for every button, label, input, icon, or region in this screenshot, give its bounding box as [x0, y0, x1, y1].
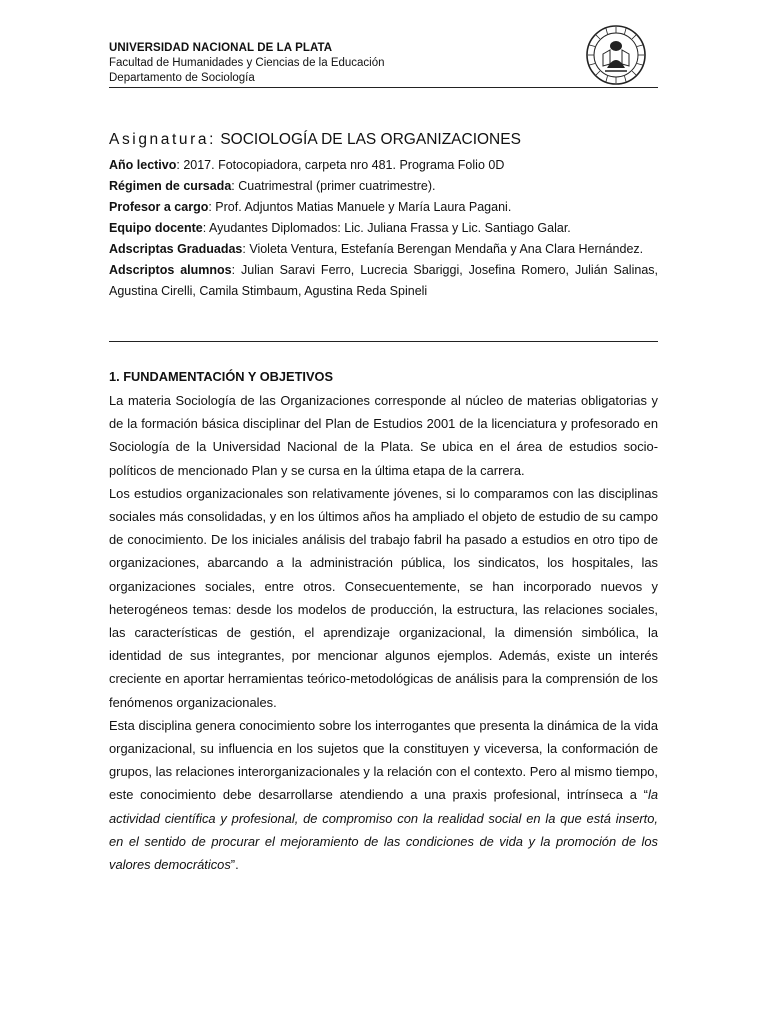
field-value: : Violeta Ventura, Estefanía Berengan Mendaña y Ana Clara Hernández.: [242, 242, 644, 256]
field-profesor: [109, 197, 658, 218]
field-label: Régimen de cursada: [109, 179, 232, 193]
field-label: Equipo docente: [109, 221, 203, 235]
field-label: Profesor a cargo: [109, 200, 209, 214]
paragraph-3: [109, 714, 658, 876]
paragraph-1: La materia Sociología de las Organizaciones corresponde al núcleo de materias obligatorias y de la formación básica disciplinar del Plan de Estudios 2001 de la licenciatura y profesorado en Sociología de la Universidad Nacional de la Plata. Se ubica en el área de estudios socio-políticos de mencionado Plan y se cursa en la última etapa de la carrera.: [109, 393, 658, 478]
field-ano-lectivo: [109, 155, 658, 176]
department-name: Departamento de Sociología: [109, 72, 255, 84]
section-body: [109, 389, 658, 876]
page-header: [109, 41, 661, 86]
field-value: : 2017. Fotocopiadora, carpeta nro 481. Programa Folio 0D: [176, 158, 505, 172]
university-name: UNIVERSIDAD NACIONAL DE LA PLATA: [109, 42, 333, 54]
field-value: : Cuatrimestral (primer cuatrimestre).: [231, 179, 436, 193]
field-value: : Prof. Adjuntos Matias Manuele y María Laura Pagani.: [208, 200, 512, 214]
paragraph-2: Los estudios organizacionales son relativamente jóvenes, si lo comparamos con las disciplinas sociales más consolidadas, y en los últimos años ha ampliado el objeto de estudio de su campo de conocimiento. De los iniciales análisis del trabajo fabril ha pasado a estudios en otro tipo de organizaciones, abarcando a la administración pública, los sindicatos, los hospitales, las organizaciones sociales, entre otros. Consecuentemente, se han incorporado nuevos y heterogéneos temas: desde los modelos de producción, la estructura, las relaciones sociales, las características de gestión, el aprendizaje organizacional, la dimensión simbólica, la identidad de sus integrantes, por mencionar algunos ejemplos. Además, existe un interés creciente en aportar herramientas teórico-metodológicas de análisis para la comprensión de los fenómenos organizacionales.: [109, 485, 658, 710]
course-info: [109, 130, 658, 302]
section-fundamentacion: [109, 367, 658, 876]
field-label: Año lectivo: [109, 158, 177, 172]
field-adscriptos: [109, 260, 658, 302]
field-regimen: [109, 176, 658, 197]
header-divider: [109, 87, 658, 88]
paragraph-3-tail: ”.: [230, 857, 239, 873]
field-label: Adscriptos alumnos: [109, 263, 232, 277]
section-heading: 1. FUNDAMENTACIÓN Y OBJETIVOS: [109, 369, 333, 384]
field-value: : Julian Saravi Ferro, Lucrecia Sbariggi, Josefina Romero, Julián Salinas, Agustina Cirelli, Camila Stimbaum, Agustina Reda Spineli: [109, 263, 658, 298]
paragraph-3-quote: la actividad científica y profesional, de compromiso con la realidad social en la que está inserto, en el sentido de procurar el mejoramiento de las condiciones de vida y la promoción de los valores democráticos: [109, 787, 658, 873]
course-title-label: Asignatura:: [109, 131, 217, 148]
course-title-value: SOCIOLOGÍA DE LAS ORGANIZACIONES: [220, 131, 521, 148]
section-divider: [109, 341, 658, 342]
course-title: [109, 130, 658, 150]
field-adscriptas: [109, 239, 658, 260]
field-label: Adscriptas Graduadas: [109, 242, 243, 256]
paragraph-3-lead: Esta disciplina genera conocimiento sobre los interrogantes que presenta la dinámica de la vida organizacional, su influencia en los sujetos que la constituyen y viceversa, la conformación de grupos, las relaciones interorganizacionales y la relación con el contexto. Pero al mismo tiempo, este conocimiento debe desarrollarse atendiendo a una praxis profesional, intrínseca a “: [109, 717, 658, 803]
field-equipo: [109, 218, 658, 239]
course-fields: [109, 155, 658, 302]
faculty-name: Facultad de Humanidades y Ciencias de la Educación: [109, 57, 385, 69]
university-seal-icon: [585, 24, 647, 86]
field-value: : Ayudantes Diplomados: Lic. Juliana Frassa y Lic. Santiago Galar.: [202, 221, 571, 235]
